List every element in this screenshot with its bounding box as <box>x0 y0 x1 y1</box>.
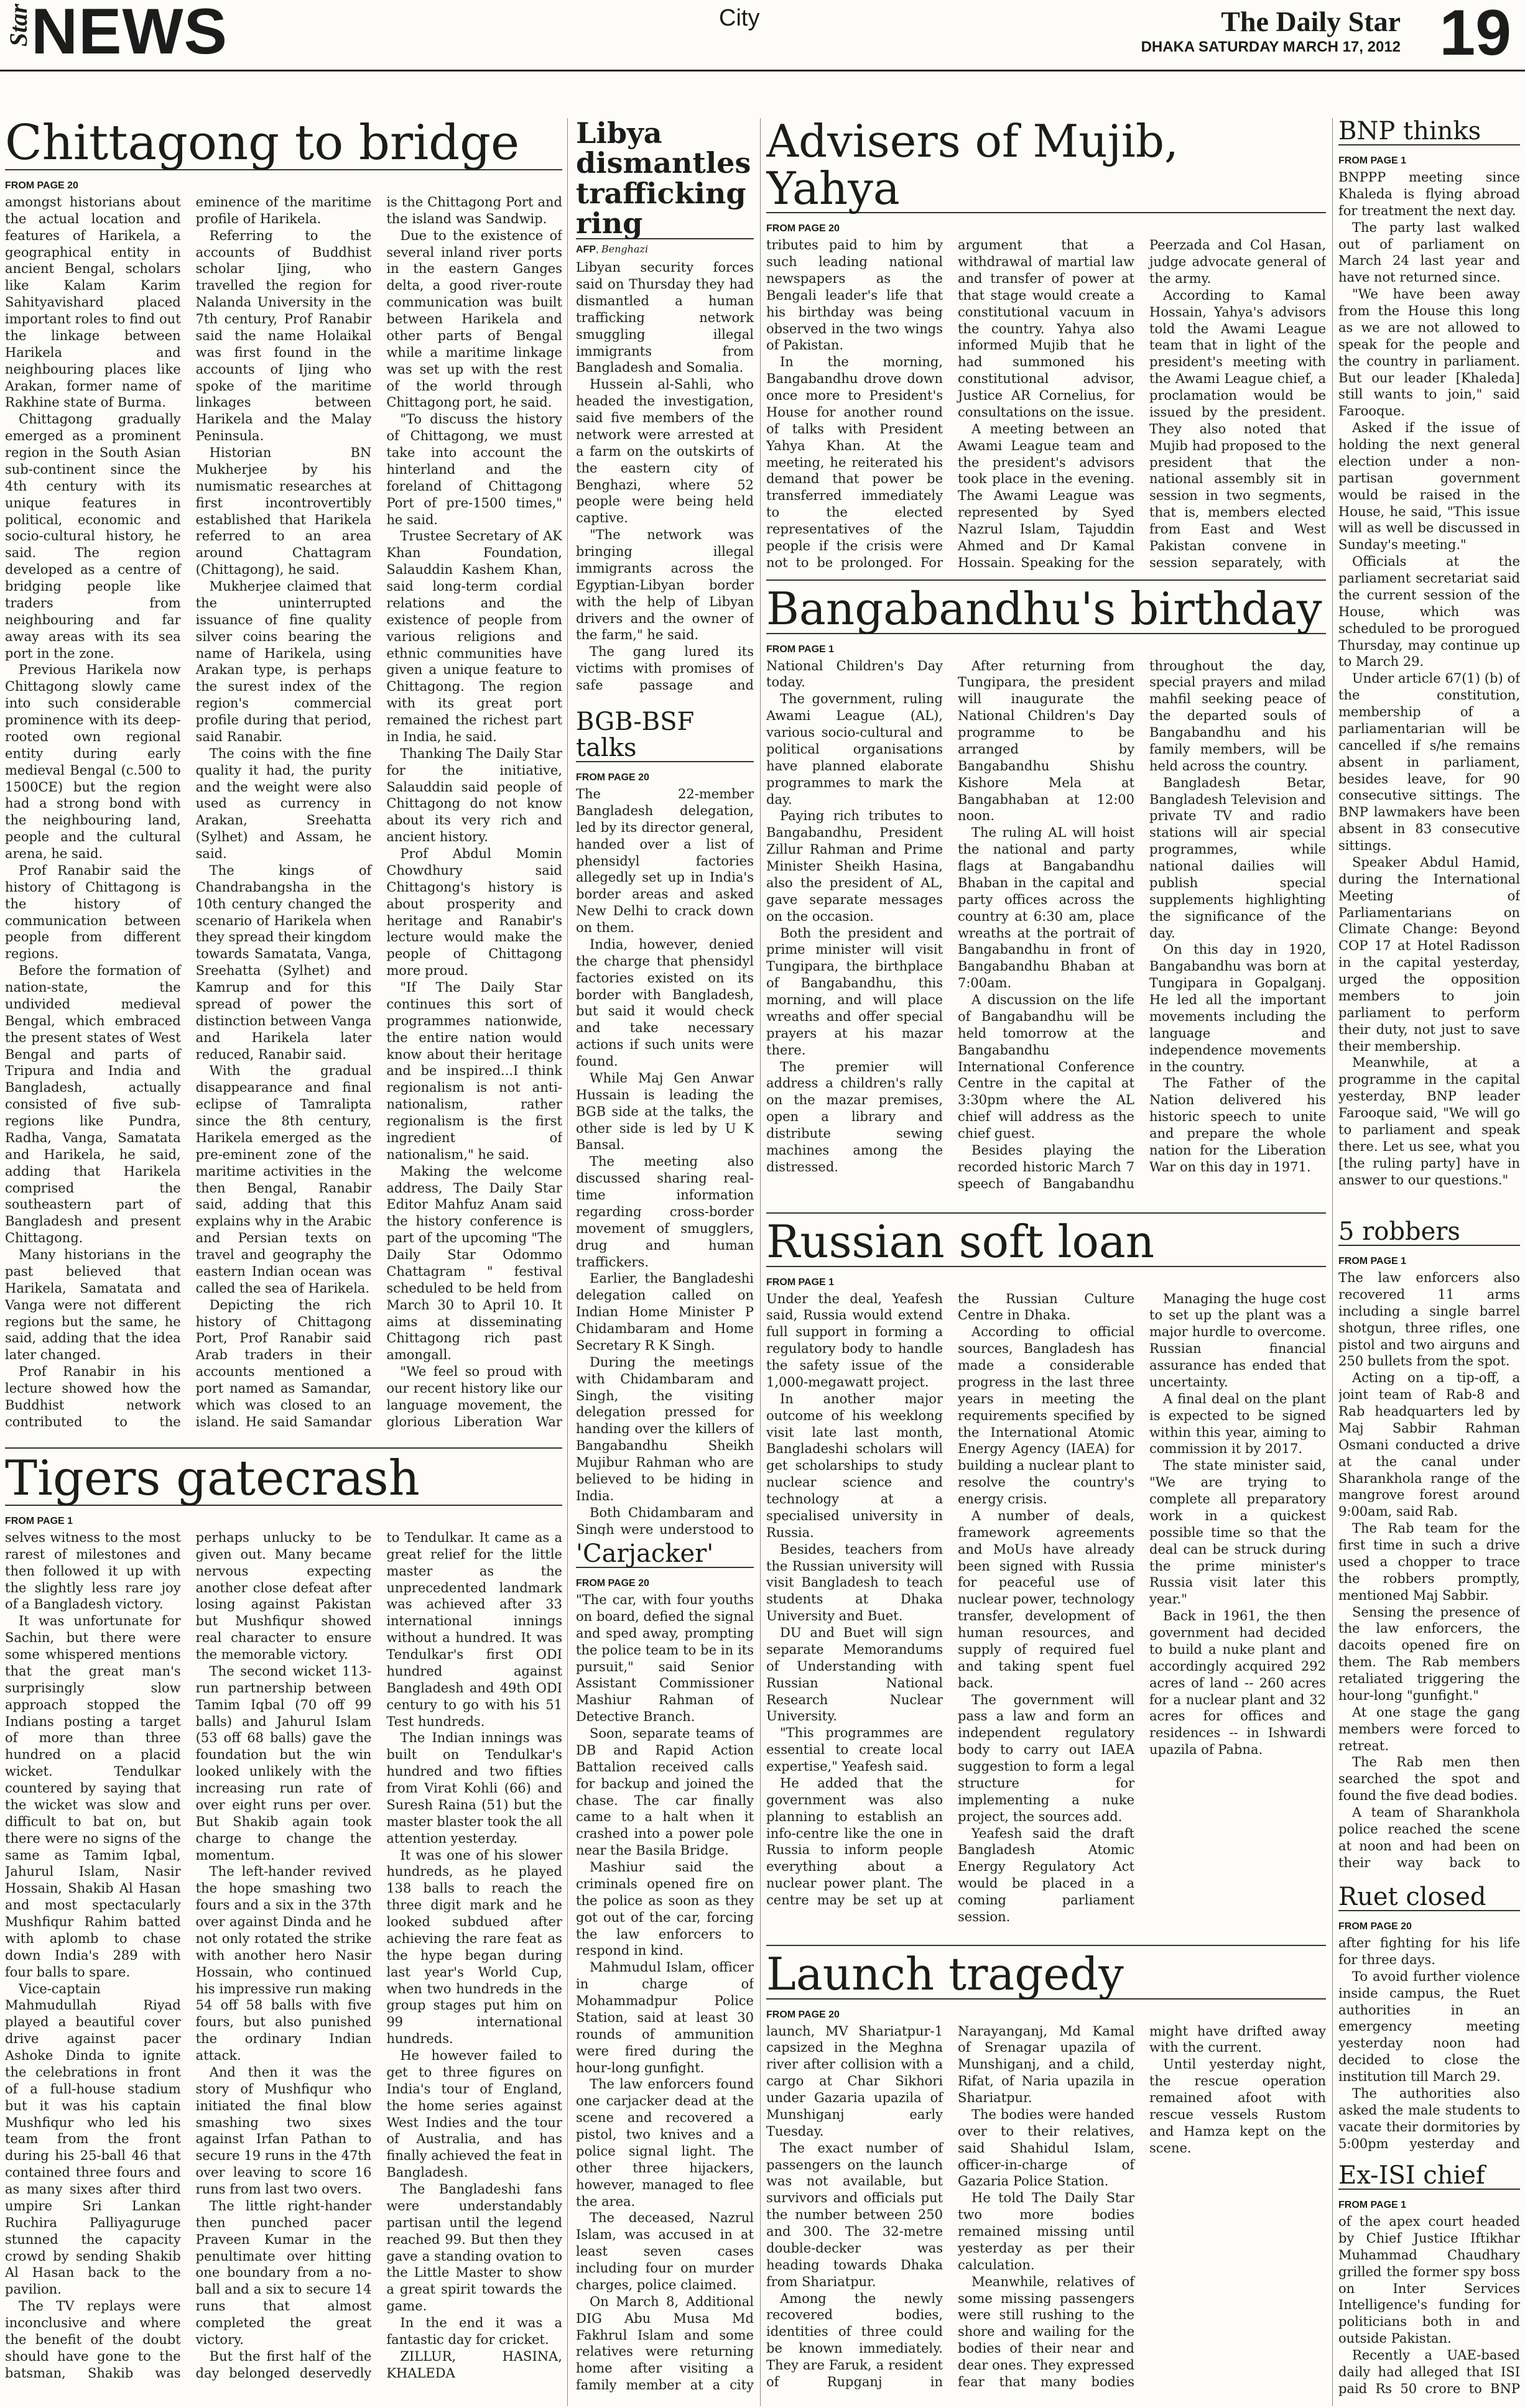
story-paragraph: It was unfortunate for Sachin, but there were some whispered mentions that the great man's surprisingly slow approach stopped the Indians posting a target of more than three hundred on a placid wicket. Tendulkar countered by saying that the wicket was slow and difficult to bat on, but there were no signs of the same as Tamim Iqbal, Jahurul Islam, Nasir Hossain, Shakib Al Hasan and most spectacularly Mushfiqur Rahim batted with aplomb to chase down India's 289 with four balls to spare. <box>5 1613 181 1980</box>
story-paragraph: Paying rich tributes to Bangabandhu, President Zillur Rahman and Prime Minister Sheikh Hasina, also the president of AL, gave separate messages on the occasion. <box>766 808 943 924</box>
story-body <box>766 1291 1326 1931</box>
story-paragraph: The government will pass a law and form an independent regulatory body to carry out IAEA suggestion to form a legal structure for implementing a nuke project, the sources add. <box>958 1692 1134 1824</box>
story-paragraph: A number of deals, framework agreements and MoUs have already been signed with Russia for peaceful use of nuclear power, technology transfer, development of human resources, and supply of required fuel and taking spent fuel back. <box>958 1508 1134 1691</box>
story-divider <box>5 1447 562 1449</box>
column-rule <box>567 118 568 2406</box>
story-russian <box>766 1219 1326 1940</box>
story-paragraph: Thanking The Daily Star for the initiative, Salauddin said people of Chittagong do not know about its very rich and ancient history. <box>386 745 562 845</box>
story-paragraph: Meanwhile, at a programme in the capital yesterday, BNP leader Farooque said, "We will go to parliament and speak there. Let us see, what you [the ruling party] have in answer to our questions." <box>1338 1055 1520 1188</box>
story-paragraph: The kings of Chandrabangsha in the 10th century changed the scenario of Harikela when they spread their kingdom towards Samatata, Vanga, Sreehatta (Sylhet) and Kamrup and for this spread of power the distinction between Vanga and Harikela later reduced, Ranabir said. <box>195 862 372 1062</box>
jump-source: FROM PAGE 20 <box>576 772 649 783</box>
story-paragraph: The state minister said, "We are trying to complete all preparatory work in a quickest possible time so that the deal can be struck during the prime minister's Russia visit later this year." <box>1149 1458 1326 1607</box>
story-paragraph: of the apex court headed by Chief Justice Iftikhar Muhammad Chaudhary grilled the former spy boss on Inter Services Intelligence's funding for politicians both in and outside Pakistan. <box>1338 2214 1520 2346</box>
story-paragraph: A meeting between an Awami League team and the president's advisors took place in the evening. The Awami League was represented by Syed Nazrul Islam, Tajuddin Ahmed and Dr Kamal Hossain. Speaking for the Peerzada and Col Hasan, judge advocate general of the army. <box>958 238 1326 570</box>
story-paragraph: Speaker Abdul Hamid, during the International Meeting of Parliamentarians on Climate Change: Beyond COP 17 at Hotel Radisson in the capital yesterday, urged the opposition members to join parliament to perform their duty, not just to save their membership. <box>1338 854 1520 1054</box>
headline: Russian soft loan <box>766 1219 1326 1267</box>
story-paragraph: "If The Daily Star continues this sort of programmes nationwide, the entire nation would know about their heritage and be inspired...I think regionalism is not anti-nationalism, rather regionalism is the first ingredient of nationalism," he said. <box>386 980 562 1162</box>
story-paragraph: Hussein al-Sahli, who headed the investigation, said five members of the network were arrested at a farm on the outskirts of the eastern city of Benghazi, where 52 people were being held captive. <box>576 377 754 526</box>
story-paragraph: Historian BN Mukherjee by his numismatic researches at first incontrovertibly established that Harikela referred to an area around Chattagram (Chittagong), he said. <box>195 445 372 578</box>
story-body <box>5 1529 562 2394</box>
story-paragraph: Referring to the accounts of Buddhist scholar Ijing, who travelled the region for Nalanda University in the 7th century, Prof Ranabir said the name Holaikal was first found in the accounts of Ijing who spoke of the maritime linkages between Harikela and the Malay Peninsula. <box>195 228 372 444</box>
headline: 5 robbers <box>1338 1219 1520 1246</box>
story-paragraph: Earlier, the Bangladeshi delegation called on Indian Home Minister P Chidambaram and Home Secretary R K Singh. <box>576 1271 754 1353</box>
story-bgb-bsf <box>576 709 754 1536</box>
story-paragraph: The law enforcers also recovered 11 arms including a single barrel shotgun, three rifles, one pistol and two airguns and 250 bullets from the spot. <box>1338 1270 1520 1369</box>
page-number: 19 <box>1439 0 1511 69</box>
story-paragraph: With the gradual disappearance and final eclipse of Tamralipta since the 8th century, Harikela emerged as the pre-eminent zone of the maritime activities in the then Bengal, Ranabir said, adding that this explains why in the Arabic and Persian texts on travel and geography the eastern Indian ocean was called the sea of Harikela. <box>195 1063 372 1296</box>
story-paragraph: Many historians in the past believed that Harikela, Samatata and Vanga were not different regions but the same, he said, adding that the idea later changed. <box>5 1247 181 1363</box>
story-paragraph: Recently a UAE-based daily had alleged that ISI paid Rs 50 crore to BNP <box>1338 2348 1520 2396</box>
headline: Libya dismantles trafficking ring <box>576 118 754 239</box>
story-paragraph: While Maj Gen Anwar Hussain is leading the BGB side at the talks, the other side is led by U K Bansal. <box>576 1070 754 1153</box>
story-carjacker <box>576 1541 754 2405</box>
story-paragraph: In another major outcome of his weeklong visit late last month, Bangladeshi scholars will get scholarships to study nuclear science and technology at a specialised university in Russia. <box>766 1391 943 1540</box>
story-paragraph: Prof Ranabir in his lecture showed how the Buddhist network contributed to the eminence of the maritime profile of Harikela. <box>5 194 372 1429</box>
story-ruet <box>1338 1884 1520 2157</box>
story-paragraph: And then it was the story of Mushfiqur who initiated the final blow smashing two sixes against Irfan Pathan to secure 19 runs in the 47th over leaving to score 16 runs from last two overs. <box>195 2064 372 2197</box>
story-paragraph: Acting on a tip-off, a joint team of Rab-8 and Rab headquarters led by Maj Sabbir Rahman Osmani conducted a drive at the canal under Sharankhola range of the mangrove forest around 9:00am, said Rab. <box>1338 1370 1520 1520</box>
story-paragraph: The meeting also discussed sharing real-time information regarding cross-border movement of smugglers, drug and human traffickers. <box>576 1154 754 1270</box>
jump-source: FROM PAGE 1 <box>1338 1256 1407 1266</box>
byline: AFP, Benghazi <box>576 243 649 256</box>
section-subtitle: City <box>719 5 760 31</box>
story-chittagong <box>5 118 562 1441</box>
story-divider <box>766 579 1326 581</box>
story-body <box>5 194 562 1431</box>
story-paragraph: Prof Ranabir said the history of Chittagong is the history of communication between people from different regions. <box>5 862 181 962</box>
headline: Launch tragedy <box>766 1951 1326 2000</box>
story-paragraph: Yeafesh said the draft Bangladesh Atomic Energy Regulatory Act would be placed in a coming parliament session. <box>958 1825 1134 1924</box>
story-paragraph: "This programmes are essential to create local expertise," Yeafesh said. <box>766 1725 943 1774</box>
story-paragraph: The Indian innings was built on Tendulkar's hundred and two fifties from Virat Kohli (66) and Suresh Raina (51) but the master blaster took the all attention yesterday. <box>386 1730 562 1846</box>
story-paragraph: The coins with the fine quality it had, the purity and the weight were also used as currency in Arakan, Sreehatta (Sylhet) and Assam, he said. <box>195 745 372 862</box>
story-paragraph: Managing the huge cost to set up the plant was a major hurdle to overcome. Russian financial assurance has ended that uncertainty. <box>1149 1291 1326 1390</box>
story-paragraph: Vice-captain Mahmudullah Riyad played a beautiful cover drive against pacer Ashoke Dinda to ignite the celebrations in front of a full-house stadium but it was his captain Mushfiqur who led his team from the front during his 25-ball 46 that contained three fours and as many sixes after third umpire Sri Lankan Ruchira Palliyaguruge stunned the capacity crowd by sending Shakib Al Hasan back to the pavilion. <box>5 1981 181 2297</box>
story-paragraph: Bangladesh Betar, Bangladesh Television and private TV and radio stations will air special programmes, while national dailies will publish special supplements highlighting the significance of the day. <box>1149 775 1326 941</box>
story-paragraph: A discussion on the life of Bangabandhu will be held tomorrow at the Bangabandhu International Conference Centre in the capital at 3:30pm where the AL chief will address as the chief guest. <box>958 992 1134 1142</box>
story-paragraph: The Bangladeshi fans were understandably partisan until the legend reached 99. But then they gave a standing ovation to the Little Master to show a great spirit towards the game. <box>386 2182 562 2314</box>
story-paragraph: Besides playing the recorded historic March 7 speech of Bangabandhu throughout the day, special prayers and milad mahfil seeking peace of the departed souls of Bangabandhu and his family members, will be held across the country. <box>958 658 1326 1191</box>
headline: Advisers of Mujib, Yahya <box>766 118 1326 213</box>
story-paragraph: The government, ruling Awami League (AL), various socio-cultural and political organisations have planned elaborate programmes to mark the day. <box>766 691 943 807</box>
story-paragraph: A final deal on the plant is expected to be signed within this year, aiming to commission it by 2017. <box>1149 1391 1326 1457</box>
story-paragraph: According to Kamal Hossain, Yahya's advisors told the Awami League team that in light of the president's meeting with the Awami League chief, a proclamation would be issued by the president. They also noted that Mujib had proposed to the president that the national assembly sit in session in two segments, that is, members elected from East and West Pakistan convene in session separately, with <box>1149 287 1326 570</box>
headline: Chittagong to bridge <box>5 118 562 170</box>
story-paragraph: after fighting for his life for three days. <box>1338 1935 1520 1967</box>
story-divider <box>766 1945 1326 1946</box>
story-paragraph: "The network was bringing illegal immigrants across the Egyptian-Libyan border with the help of Libyan drivers and the owner of the farm," he said. <box>576 527 754 643</box>
story-paragraph: Under the deal, Yeafesh said, Russia would extend full support in forming a regulatory body to handle the safety issue of the 1,000-megawatt project. <box>766 1291 943 1390</box>
headline: BGB-BSF talks <box>576 709 754 762</box>
story-paragraph: Prof Abdul Momin Chowdhury said Chittagong's history is about prosperity and heritage and Ranabir's lecture would make the people of Chittagong more proud. <box>386 846 562 979</box>
story-libya <box>576 118 754 696</box>
story-paragraph: The Rab team for the first time in such a drive used a chopper to trace the robbers promptly, mentioned Maj Sabbir. <box>1338 1521 1520 1603</box>
story-paragraph: On March 8, Additional DIG Abu Musa Md Fakhrul Islam and some relatives were returning home after visiting a family member at a city <box>576 2294 754 2393</box>
story-paragraph: The deceased, Nazrul Islam, was accused in at least seven cases including four on murder charges, police claimed. <box>576 2210 754 2292</box>
story-ex-isi <box>1338 2162 1520 2405</box>
story-body <box>576 786 754 1536</box>
story-paragraph: "To discuss the history of Chittagong, we must take into account the hinterland and the foreland of Chittagong Port of pre-1500 times," he said. <box>386 412 562 527</box>
story-paragraph: selves witness to the most rarest of milestones and then followed it up with the slightly less rare joy of a Bangladesh victory. <box>5 1529 181 1612</box>
story-paragraph: But the first half of the day belonged deservedly to Tendulkar. It came as a great relief for the little master as the unprecedented landmark was achieved after 33 international innings without a hundred. It was Tendulkar's first ODI hundred against Bangladesh and 49th ODI century to go with his 51 Test hundreds. <box>195 1529 562 2381</box>
story-paragraph: The little right-hander then punched pacer Praveen Kumar in the penultimate over hitting one boundary from a no-ball and a six to secure 14 runs that almost completed the great victory. <box>195 2198 372 2347</box>
story-paragraph: The bodies were handed over to their relatives, said Shahidul Islam, officer-in-charge of Gazaria Police Station. <box>958 2106 1134 2189</box>
story-paragraph: Libyan security forces said on Thursday they had dismantled a human trafficking network smuggling illegal immigrants from Bangladesh and Somalia. <box>576 260 754 376</box>
story-paragraph: To avoid further violence inside campus, the Ruet authorities in an emergency meeting yesterday noon had decided to close the institution till March 29. <box>1338 1968 1520 2084</box>
jump-source: FROM PAGE 1 <box>1338 2200 1407 2210</box>
story-paragraph: Depicting the rich history of Chittagong Port, Prof Ranabir said Arab traders in their accounts mentioned a port named as Samandar, which was closed to an island. He said Samandar is the Chittagong Port and the island was Sandwip. <box>195 194 562 1429</box>
story-paragraph: BNPPP meeting since Khaleda is flying abroad for treatment the next day. <box>1338 170 1520 218</box>
story-paragraph: The second wicket 113-run partnership between Tamim Iqbal (70 off 99 balls) and Jahurul Islam (53 off 68 balls) gave the foundation but the win looked unlikely with the increasing run rate of over eight runs per over. But Shakib again took charge to change the momentum. <box>195 1663 372 1863</box>
jump-source: FROM PAGE 1 <box>5 1515 73 1526</box>
story-paragraph: He added that the government was also planning to establish an info-centre like the one in Russia to inform people everything about a nuclear power plant. The centre may be set up at the Russian Culture Centre in Dhaka. <box>766 1291 1134 1908</box>
story-paragraph: The left-hander revived the hope smashing two fours and a six in the 37th over against Dinda and he not only rotated the strike with another hero Nasir Hossain, who continued his impressive run making 54 off 58 balls with five fours, but also punished the ordinary Indian attack. <box>195 1864 372 2064</box>
story-body <box>1338 1935 1520 2157</box>
story-body <box>766 237 1326 572</box>
story-paragraph: The TV replays were inconclusive and where the benefit of the doubt should have gone to the batsman, Shakib was perhaps unlucky to be given out. Many became nervous expecting another close defeat after losing against Pakistan but Mushfiqur showed real character to ensure the memorable victory. <box>5 1529 372 2381</box>
story-paragraph: Previous Harikela now Chittagong slowly came into such considerable prominence with its deep-rooted own regional entity during early medieval Bengal (c.500 to 1500CE) but the region had a strong bond with the neighbouring land, people and the cultural arena, he said. <box>5 662 181 862</box>
column-rule <box>760 118 761 2406</box>
headline: Ex-ISI chief <box>1338 2162 1520 2190</box>
story-body <box>576 259 754 694</box>
story-paragraph: Both the president and prime minister will visit Tungipara, the birthplace of Bangabandhu, this morning, and will place wreaths and offer special prayers at his mazar there. <box>766 925 943 1058</box>
story-paragraph: He however failed to get to three figures on India's tour of England, the home series against West Indies and the tour of Australia, and has finally achieved the feat in Bangladesh. <box>386 2048 562 2180</box>
story-paragraph: The authorities also asked the male students to vacate their dormitories by 5:00pm yesterday and <box>1338 2085 1520 2151</box>
story-paragraph: At one stage the gang members were forced to retreat. <box>1338 1704 1520 1753</box>
jump-source: FROM PAGE 1 <box>766 644 835 655</box>
story-paragraph: The law enforcers found one carjacker dead at the scene and recovered a pistol, two knives and a police signal light. The other three hijackers, however, managed to flee the area. <box>576 2077 754 2209</box>
story-body <box>1338 169 1520 1207</box>
story-paragraph: He told The Daily Star two more bodies remained missing until yesterday as per their calculation. <box>958 2190 1134 2272</box>
story-body <box>766 658 1326 1199</box>
headline: BNP thinks <box>1338 118 1520 145</box>
story-paragraph: ZILLUR, HASINA, KHALEDA <box>386 2348 562 2381</box>
story-body <box>576 1592 754 2400</box>
story-paragraph: On this day in 1920, Bangabandhu was born at Tungipara in Gopalganj. He led all the important movements including the language and independence movements in the country. <box>1149 942 1326 1074</box>
story-paragraph: The Father of the Nation delivered his historic speech to unite and prepare the whole nation for the Liberation War on this day in 1971. <box>1149 1076 1326 1174</box>
story-paragraph: Officials at the parliament secretariat said the current session of the House, which was scheduled to be prorogued Thursday, may continue up to March 29. <box>1338 554 1520 670</box>
story-paragraph: According to official sources, Bangladesh has made a considerable progress in the last three years in meeting the requirements specified by the International Atomic Energy Agency (IAEA) for building a nuclear plant to resolve the country's energy crisis. <box>958 1324 1134 1507</box>
jump-source: FROM PAGE 1 <box>1338 155 1407 166</box>
story-paragraph: Mashiur said the criminals opened fire on the police as soon as they got out of the car, forcing the law enforcers to respond in kind. <box>576 1860 754 1958</box>
jump-source: FROM PAGE 20 <box>576 1578 649 1589</box>
story-paragraph: Mukherjee claimed that the uninterrupted issuance of fine quality silver coins bearing the name of Harikela, using Arakan type, is perhaps the surest index of the region's commercial profile during that period, said Ranabir. <box>195 579 372 744</box>
story-paragraph: India, however, denied the charge that phensidyl factories existed on its border with Bangladesh, but said it would check and take necessary actions if such units were found. <box>576 936 754 1069</box>
column-rule <box>1332 118 1333 2406</box>
story-paragraph: Mahmudul Islam, officer in charge of Mohammadpur Police Station, said at least 30 rounds of ammunition were fired during the hour-long gunfight. <box>576 1960 754 2075</box>
story-paragraph: During the meetings with Chidambaram and Singh, the visiting delegation pressed for handing over the killers of Bangabandhu Sheikh Mujibur Rahman who are believed to be hiding in India. <box>576 1354 754 1503</box>
story-paragraph: In the morning, Bangabandhu drove down once more to President's House for another round of talks with President Yahya Khan. At the meeting, he reiterated his demand that power be transferred immediately to the elected representatives of the people if the crisis were not to be prolonged. For argument that a withdrawal of martial law and transfer of power at that stage would create a constitutional vacuum in the country. Yahya also informed Mujib that he had summoned his constitutional advisor, Justice AR Cornelius, for consultations on the issue. <box>766 238 1134 570</box>
jump-source: FROM PAGE 20 <box>766 223 840 234</box>
story-paragraph: Until yesterday night, the rescue operation remained afoot with rescue vessels Rustom and Hamza kept on the scene. <box>1149 2057 1326 2156</box>
jump-source: FROM PAGE 1 <box>766 1276 835 1288</box>
jump-source: FROM PAGE 20 <box>766 2009 840 2020</box>
byline-agency: AFP <box>576 244 596 256</box>
byline-place: Benghazi <box>601 243 649 256</box>
story-body <box>1338 2213 1520 2405</box>
story-paragraph: Meanwhile, relatives of some missing passengers were still rushing to the shore and wailing for the bodies of their near and dear ones. They expressed fear that many bodies might have drifted away with the current. <box>958 2023 1326 2389</box>
story-paragraph: In the end it was a fantastic day for cricket. <box>386 2315 562 2347</box>
story-paragraph: Before the formation of nation-state, the undivided medieval Bengal, which embraced the present states of West Bengal and parts of Tripura and India and Bangladesh, actually consisted of five sub-regions like Pundra, Radha, Vanga, Samatata and Harikela, he said, adding that Harikela comprised the southeastern part of Bangladesh and present Chittagong. <box>5 963 181 1246</box>
story-paragraph: Chittagong gradually emerged as a prominent region in the South Asian sub-continent since the 4th century with its unique features in political, economic and socio-cultural history, he said. The region developed as a centre of bridging people like traders from neighbouring and far away areas with its sea port in the zone. <box>5 412 181 661</box>
masthead <box>0 0 1525 72</box>
story-paragraph: Besides, teachers from the Russian university will visit Bangladesh to teach students at Dhaka University and Buet. <box>766 1541 943 1624</box>
story-bnp <box>1338 118 1520 1212</box>
story-paragraph: It was one of his slower hundreds, as he played 138 balls to reach the three digit mark and he looked subdued after achieving the rare feat as the hype began during last year's World Cup, when two hundreds in the group stages put him on 99 international hundreds. <box>386 1847 562 2047</box>
story-paragraph: The Rab men then searched the spot and found the five dead bodies. <box>1338 1755 1520 1804</box>
story-paragraph: National Children's Day today. <box>766 658 943 690</box>
headline: Ruet closed <box>1338 1884 1520 1911</box>
story-paragraph: Due to the existence of several inland river ports in the eastern Ganges delta, a good river-route communication was built between Harikela and other parts of Bengal while a maritime linkage was set up with the rest of the world through Chittagong port, he said. <box>386 228 562 410</box>
headline: Bangabandhu's birthday <box>766 586 1326 634</box>
story-tigers <box>5 1454 562 2405</box>
story-body <box>1338 1270 1520 1878</box>
story-divider <box>766 1212 1326 1214</box>
story-paragraph: "We have been away from the House this long as we are not allowed to speak for the people and the country in parliament. But our leader [Khaleda] still wants to join," said Farooque. <box>1338 287 1520 419</box>
story-body <box>766 2023 1326 2396</box>
story-paragraph: The premier will address a children's rally on the mazar premises, open a library and distribute sewing machines among the distressed. <box>766 1059 943 1174</box>
story-launch <box>766 1951 1326 2405</box>
jump-source: FROM PAGE 20 <box>1338 1921 1412 1932</box>
story-paragraph: After returning from Tungipara, the president will inaugurate the National Children's Day programme to be arranged by Bangabandhu Shishu Kishore Mela at Bangabhaban at 12:00 noon. <box>958 658 1134 824</box>
story-paragraph: Back in 1961, the then government had decided to build a nuke plant and accordingly acquired 292 acres of land -- 260 acres for a nuclear plant and 32 acres for offices and residences -- in Ishwardi upazila of Pabna. <box>1149 1608 1326 1758</box>
story-paragraph: Under article 67(1) (b) of the constitution, membership of a parliamentarian will be cancelled if s/he remains absent in parliament, besides leave, for 90 consecutive sittings. The BNP lawmakers have been absent in 83 consecutive sittings. <box>1338 671 1520 853</box>
paper-name: The Daily Star <box>1221 6 1401 37</box>
story-paragraph: launch, MV Shariatpur-1 capsized in the Meghna river after collision with a cargo at Char Sikhori under Gazaria upazila of Munshiganj early Tuesday. <box>766 2023 943 2139</box>
story-paragraph: A team of Sharankhola police reached the scene at noon and had been on their way back to <box>1338 1805 1520 1870</box>
story-paragraph: The party last walked out of parliament on March 24 last year and have not returned since. <box>1338 219 1520 285</box>
story-paragraph: Both Chidambaram and Singh were understood to <box>576 1505 754 1536</box>
section-title: NEWS <box>31 0 228 68</box>
story-paragraph: The 22-member Bangladesh delegation, led by its director general, handed over a list of phensidyl factories allegedly set up in India's border areas and asked New Delhi to crack down on them. <box>576 787 754 935</box>
story-paragraph: Sensing the presence of the law enforcers, the dacoits opened fire on them. The Rab members retaliated triggering the hour-long "gunfight." <box>1338 1604 1520 1703</box>
story-paragraph: Soon, separate teams of DB and Rapid Action Battalion received calls for backup and joined the chase. The car finally came to a halt when it crashed into a power pole near the Basila Bridge. <box>576 1726 754 1858</box>
story-paragraph: "The car, with four youths on board, defied the signal and sped away, prompting the police team to be in its pursuit," said Senior Assistant Commissioner Mashiur Rahman of Detective Branch. <box>576 1592 754 1725</box>
story-paragraph: "We feel so proud with our recent history like our language movement, the glorious Liberation War <box>386 1364 562 1429</box>
headline: Tigers gatecrash <box>5 1454 562 1506</box>
story-paragraph: Trustee Secretary of AK Khan Foundation, Salauddin Kashem Khan, said long-term cordial relations and the existence of people from various religions and ethnic communities have given a unique feature to Chittagong. The region with its great port remained the richest part in India, he said. <box>386 528 562 744</box>
story-advisers <box>766 118 1326 572</box>
dateline: DHAKA SATURDAY MARCH 17, 2012 <box>1141 39 1401 55</box>
brand-mark: Star <box>4 4 32 47</box>
story-paragraph: Among the newly recovered bodies, identities of three could be known immediately. They are Faruk, a resident of Rupganj in Narayanganj, Md Kamal of Srenagar upazila of Munshiganj, and a child, Rifat, of Naria upazila in Shariatpur. <box>766 2023 1134 2389</box>
story-paragraph: amongst historians about the actual location and features of Harikela, a geographical entity in ancient Bengal, scholars like Kalam Karim Sahityavishard placed important roles to find out the linkage between Harikela and neighbouring places like Arakan, former name of Rakhine state of Burma. <box>5 194 181 410</box>
jump-source: FROM PAGE 20 <box>5 180 78 191</box>
story-paragraph: Making the welcome address, The Daily Star Editor Mahfuz Anam said the history conference is part of the upcoming "The Daily Star Odommo Chattagram " festival scheduled to be held from March 30 to April 10. It aims at disseminating Chittagong rich past amongall. <box>386 1163 562 1363</box>
story-paragraph: Asked if the issue of holding the next general election under a non-partisan government would be raised in the House, he said, "This issue will as well be discussed in Sunday's meeting." <box>1338 420 1520 553</box>
story-paragraph: tributes paid to him by such leading national newspapers as the Bengali leader's life that his birthday was being observed in the two wings of Pakistan. <box>766 238 943 353</box>
story-paragraph: The ruling AL will hoist the national and party flags at Bangabandhu Bhaban in the capital and party offices across the country at 6:30 am, place wreaths at the portrait of Bangabandhu in front of Bangabandhu Bhaban at 7:00am. <box>958 825 1134 991</box>
headline: 'Carjacker' <box>576 1541 754 1568</box>
story-paragraph: The exact number of passengers on the launch was not available, but survivors and officials put the number between 250 and 300. The 32-metre double-decker was heading towards Dhaka from Shariatpur. <box>766 2140 943 2289</box>
story-paragraph: DU and Buet will sign separate Memorandums of Understanding with Russian National Research Nuclear University. <box>766 1625 943 1724</box>
story-birthday <box>766 586 1326 1207</box>
story-paragraph: The gang lured its victims with promises of safe passage and <box>576 644 754 693</box>
story-robbers <box>1338 1219 1520 1878</box>
